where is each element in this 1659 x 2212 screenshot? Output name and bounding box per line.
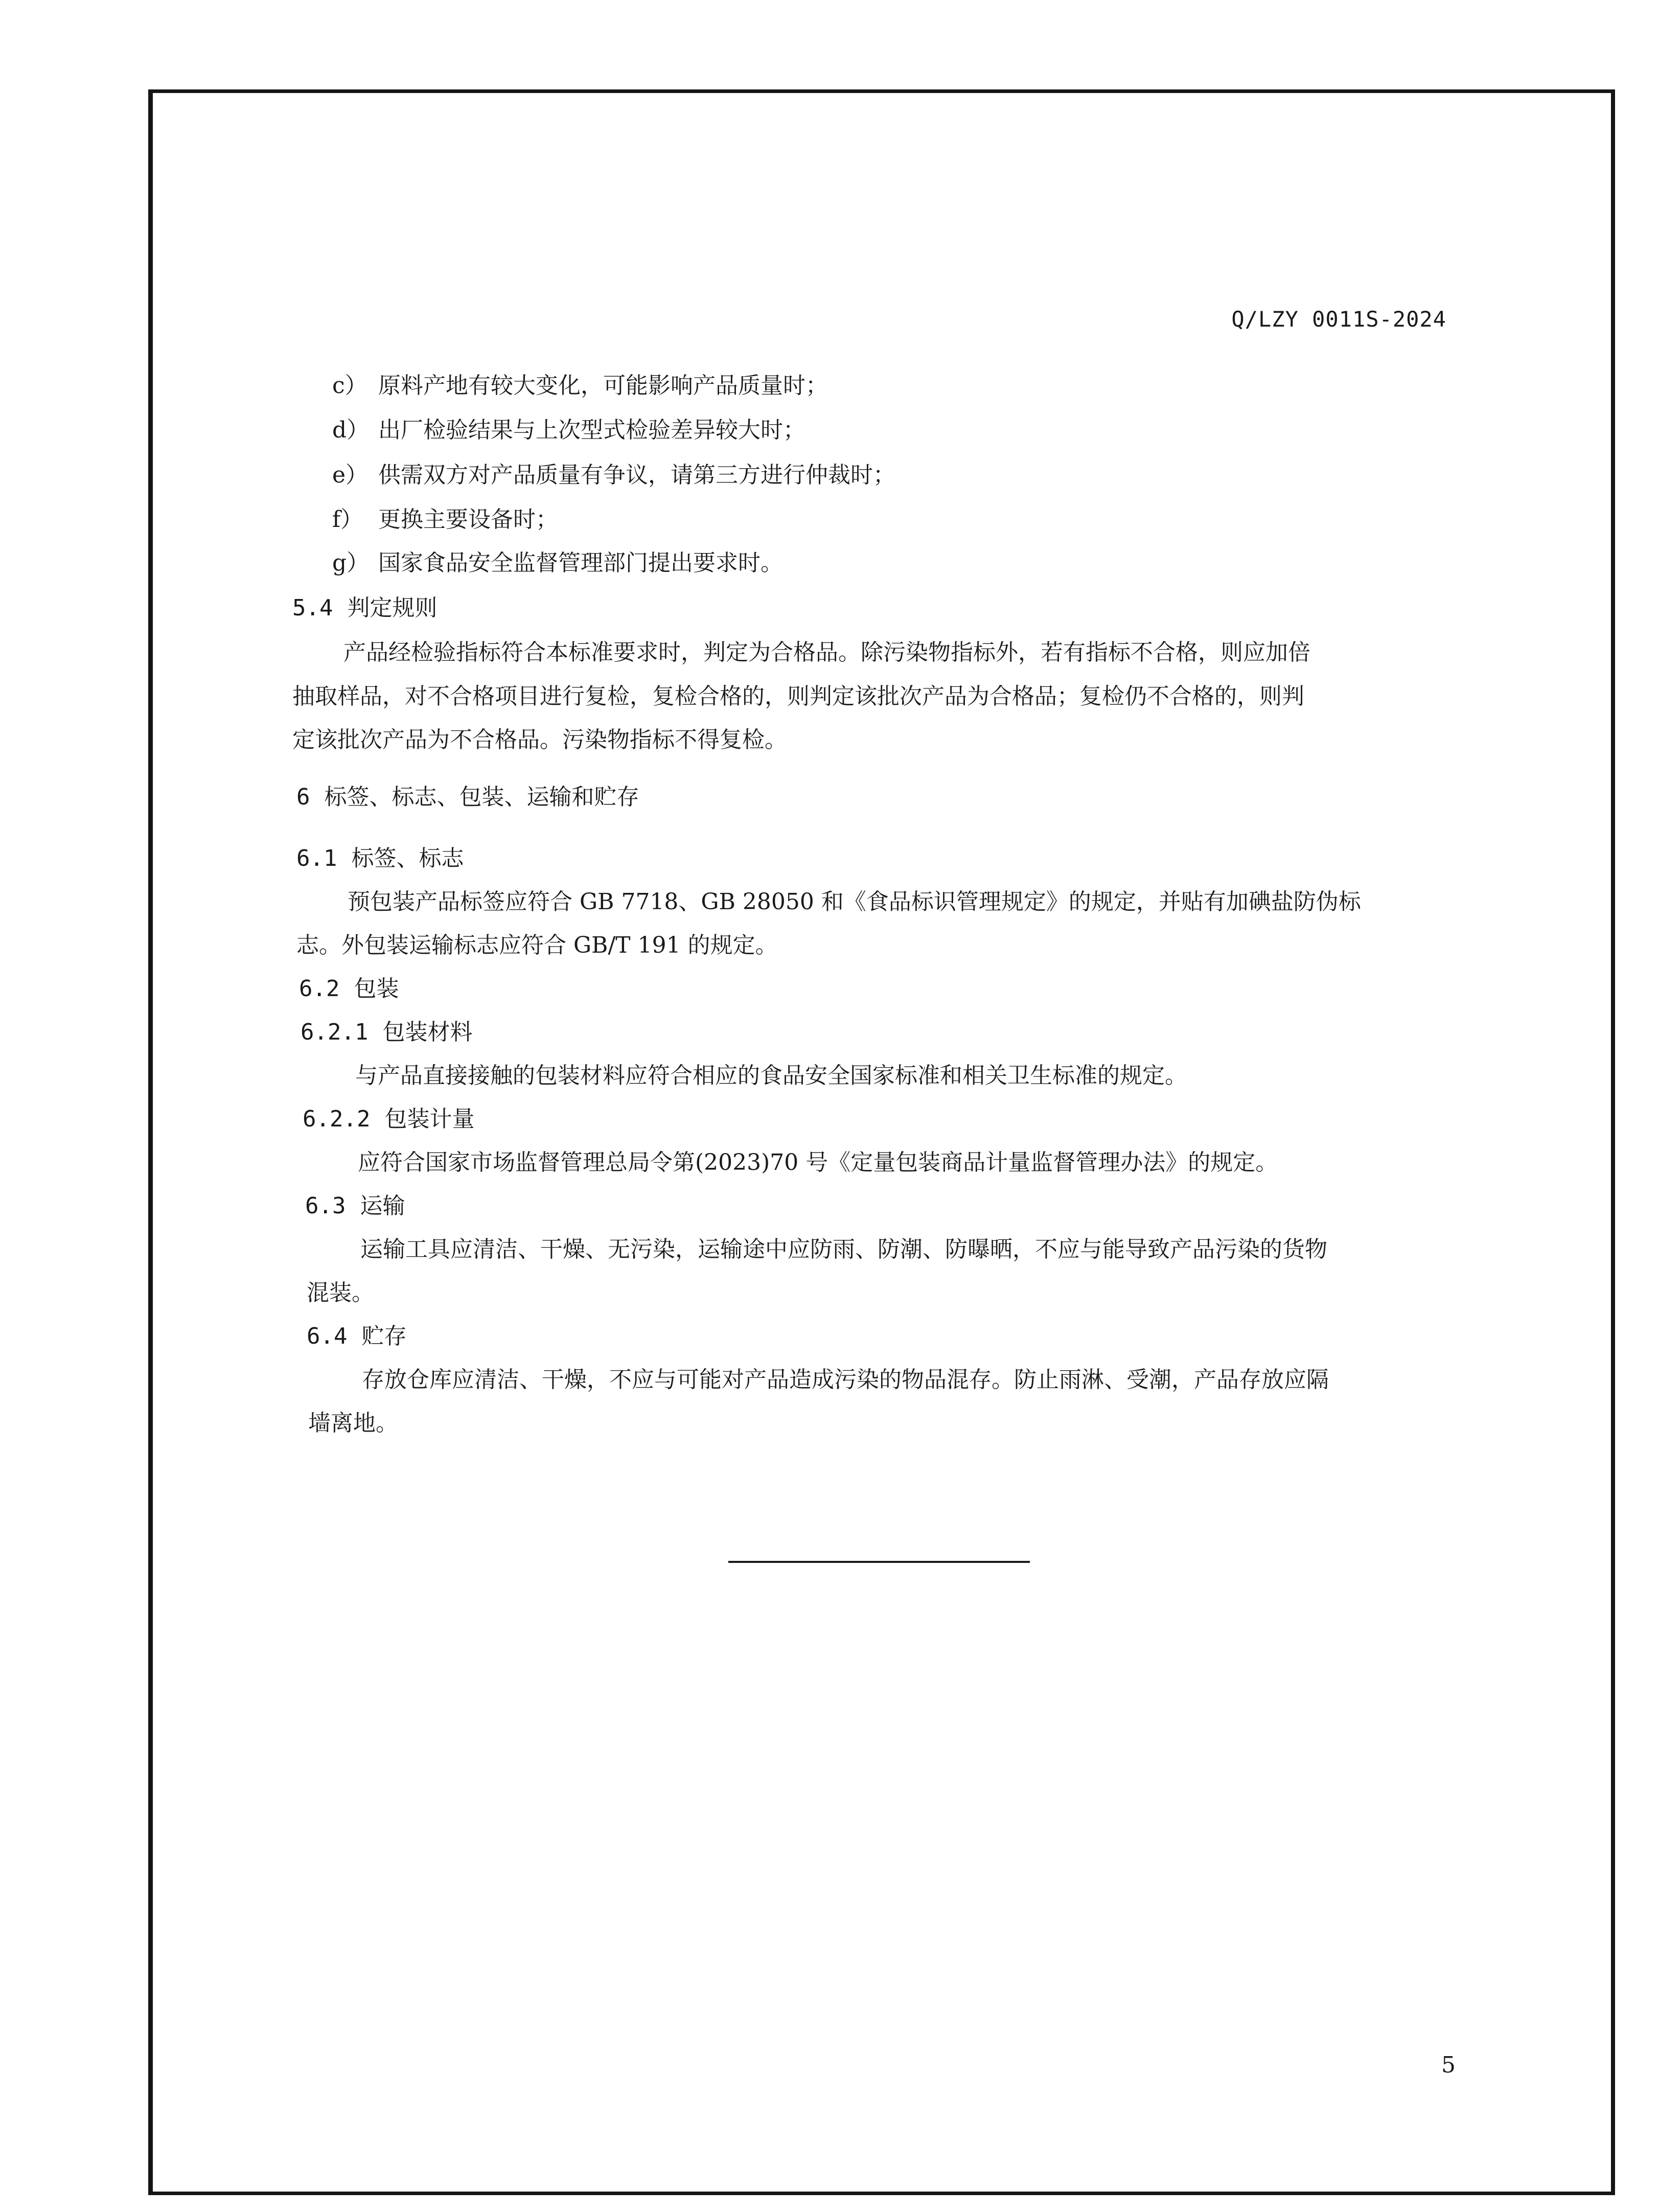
list-item-text: 供需双方对产品质量有争议，请第三方进行仲裁时；: [378, 462, 895, 488]
section-title: 包装材料: [382, 1019, 473, 1045]
section-number: 6.4: [307, 1323, 348, 1349]
list-item: [332, 548, 783, 579]
list-item-text: 国家食品安全监督管理部门提出要求时。: [378, 550, 783, 576]
paragraph-line: 应符合国家市场监督管理总局令第(2023)70 号《定量包装商品计量监督管理办法》的规定。: [358, 1149, 1278, 1176]
list-item-mark: g）: [332, 550, 370, 576]
section-number: 6.2: [299, 976, 340, 1002]
paragraph-line: 墙离地。: [308, 1410, 398, 1436]
list-item: [332, 371, 828, 401]
chapter-title: 标签、标志、包装、运输和贮存: [324, 784, 639, 810]
section-heading-6-4: [307, 1321, 406, 1352]
scanned-sheet: [148, 89, 1615, 2195]
end-of-document-rule: [728, 1561, 1030, 1563]
paragraph-line: 志。外包装运输标志应符合 GB/T 191 的规定。: [296, 932, 778, 958]
paragraph-line: 存放仓库应清洁、干燥，不应与可能对产品造成污染的物品混存。防止雨淋、受潮，产品存放应隔: [362, 1367, 1329, 1393]
section-title: 包装: [354, 976, 399, 1002]
list-item-text: 原料产地有较大变化，可能影响产品质量时；: [378, 373, 828, 399]
section-number: 6.1: [296, 845, 337, 871]
section-heading-6-2-2: [303, 1104, 474, 1135]
section-heading-6-2: [299, 974, 399, 1004]
list-item-mark: f）: [332, 506, 363, 533]
chapter-heading-6: [296, 782, 639, 813]
list-item-text: 更换主要设备时；: [378, 506, 558, 533]
list-item: [332, 504, 558, 535]
section-number: 5.4: [292, 595, 333, 621]
paragraph-line: 定该批次产品为不合格品。污染物指标不得复检。: [292, 727, 787, 753]
section-number: 6.2.2: [303, 1106, 371, 1132]
list-item-text: 出厂检验结果与上次型式检验差异较大时；: [378, 417, 805, 443]
section-title: 贮存: [361, 1323, 407, 1349]
list-item: [332, 460, 895, 491]
document-code: Q/LZY 0011S-2024: [1231, 307, 1446, 332]
section-title: 包装计量: [384, 1106, 475, 1132]
chapter-number: 6: [296, 784, 310, 810]
section-heading-6-2-1: [301, 1017, 472, 1048]
paragraph-line: 抽取样品，对不合格项目进行复检，复检合格的，则判定该批次产品为合格品；复检仍不合格的，则判: [292, 683, 1304, 709]
list-item: [332, 415, 805, 446]
paragraph-line: 运输工具应清洁、干燥、无污染，运输途中应防雨、防潮、防曝晒，不应与能导致产品污染的货物: [360, 1236, 1327, 1262]
paragraph-line: 与产品直接接触的包装材料应符合相应的食品安全国家标准和相关卫生标准的规定。: [355, 1063, 1187, 1089]
section-heading-5-4: [292, 593, 437, 624]
list-item-mark: d）: [332, 417, 370, 443]
paragraph-line: 混装。: [307, 1280, 374, 1306]
paragraph-line: 产品经检验指标符合本标准要求时，判定为合格品。除污染物指标外，若有指标不合格，则应加倍: [343, 639, 1310, 665]
paragraph-line: 预包装产品标签应符合 GB 7718、GB 28050 和《食品标识管理规定》的规定，并贴有加碘盐防伪标: [348, 889, 1361, 915]
section-heading-6-3: [305, 1191, 405, 1222]
section-title: 标签、标志: [351, 845, 464, 871]
section-number: 6.2.1: [301, 1019, 368, 1045]
list-item-mark: e）: [332, 462, 368, 488]
list-item-mark: c）: [332, 373, 367, 399]
section-title: 判定规则: [347, 595, 437, 621]
section-heading-6-1: [296, 843, 464, 874]
page-number: 5: [1441, 2052, 1456, 2078]
section-title: 运输: [360, 1193, 405, 1219]
section-number: 6.3: [305, 1193, 346, 1219]
